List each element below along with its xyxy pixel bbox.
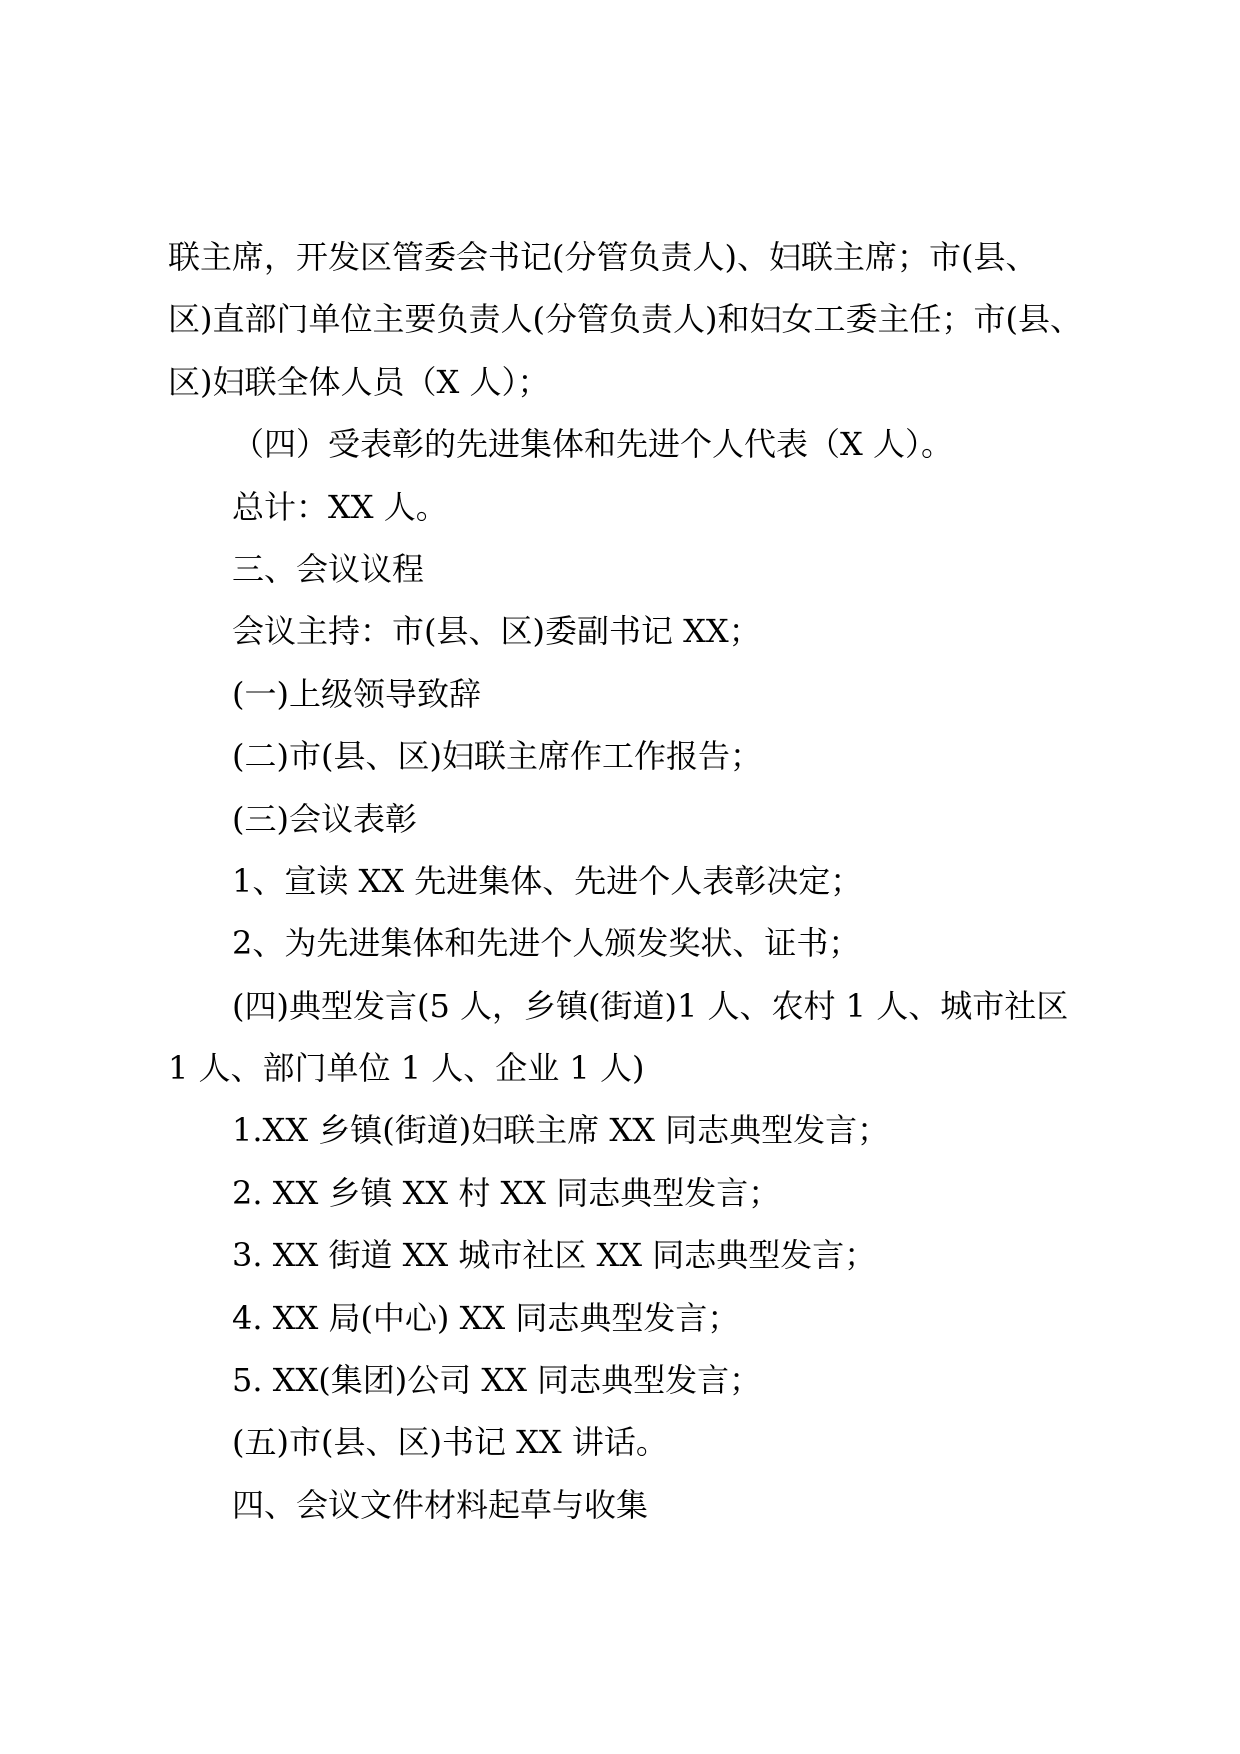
text-line: 区)妇联全体人员（X 人）； bbox=[168, 362, 550, 401]
agenda-subitem: 1.XX 乡镇(街道)妇联主席 XX 同志典型发言； bbox=[232, 1111, 890, 1150]
text-line: 区)直部门单位主要负责人(分管负责人)和妇女工委主任；市(县、 bbox=[168, 300, 1082, 339]
section-heading: 四、会议文件材料起草与收集 bbox=[232, 1485, 649, 1524]
section-heading: 三、会议议程 bbox=[232, 549, 425, 588]
agenda-subitem: 2、为先进集体和先进个人颁发奖状、证书； bbox=[232, 924, 861, 963]
agenda-item: (二)市(县、区)妇联主席作工作报告； bbox=[232, 737, 762, 776]
agenda-subitem: 1、宣读 XX 先进集体、先进个人表彰决定； bbox=[232, 861, 863, 900]
text-line: 会议主持：市(县、区)委副书记 XX； bbox=[232, 612, 761, 651]
text-line: 1 人、部门单位 1 人、企业 1 人) bbox=[168, 1049, 645, 1088]
agenda-item: (三)会议表彰 bbox=[232, 799, 417, 838]
agenda-item: (五)市(县、区)书记 XX 讲话。 bbox=[232, 1423, 668, 1462]
document-body bbox=[168, 226, 1104, 1536]
text-line: 总计：XX 人。 bbox=[232, 487, 448, 526]
agenda-subitem: 5. XX(集团)公司 XX 同志典型发言； bbox=[232, 1361, 762, 1400]
agenda-item: (一)上级领导致辞 bbox=[232, 674, 481, 713]
agenda-subitem: 2. XX 乡镇 XX 村 XX 同志典型发言； bbox=[232, 1173, 781, 1212]
text-line: （四）受表彰的先进集体和先进个人代表（X 人）。 bbox=[232, 425, 953, 464]
agenda-subitem: 4. XX 局(中心) XX 同志典型发言； bbox=[232, 1298, 740, 1337]
agenda-subitem: 3. XX 街道 XX 城市社区 XX 同志典型发言； bbox=[232, 1236, 877, 1275]
text-line: 联主席，开发区管委会书记(分管负责人)、妇联主席；市(县、 bbox=[168, 238, 1038, 276]
agenda-item: (四)典型发言(5 人，乡镇(街道)1 人、农村 1 人、城市社区 bbox=[232, 986, 1069, 1025]
